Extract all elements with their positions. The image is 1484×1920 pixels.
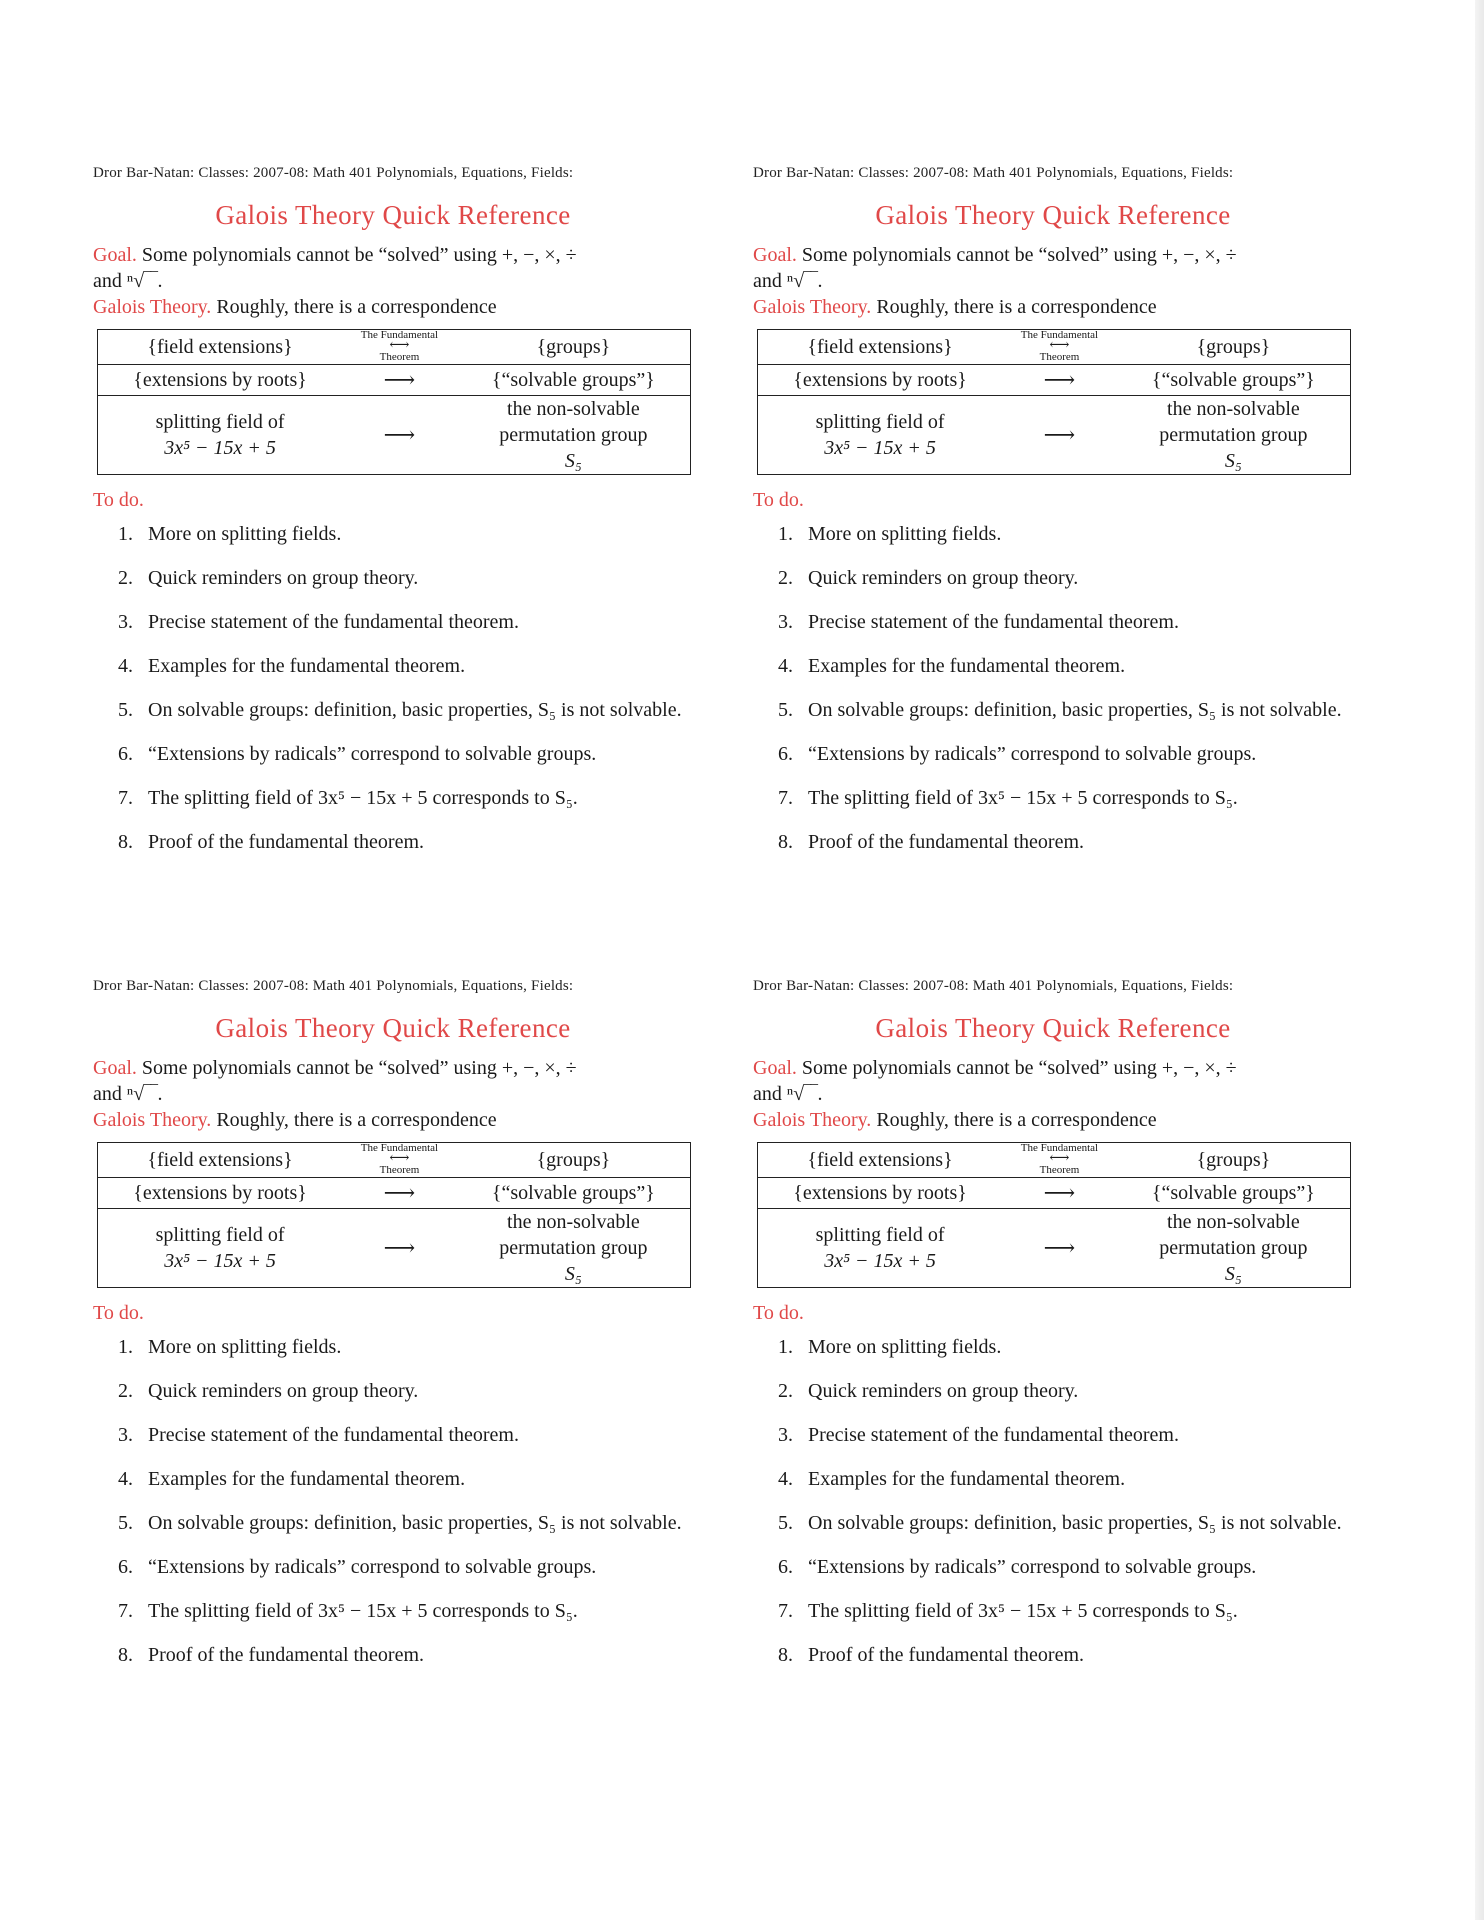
list-item: 1. More on splitting fields. [778,1336,1002,1358]
fundamental-theorem-arrow: The Fundamental ⟷ Theorem [360,329,439,363]
goal-text-cont: and [753,270,782,292]
list-item: 3. Precise statement of the fundamental theorem. [778,1424,1179,1446]
galois-label: Galois Theory. [93,1109,212,1131]
page-title: Galois Theory Quick Reference [875,1013,1231,1043]
cell-groups: {groups} [1196,336,1271,358]
galois-label: Galois Theory. [753,1109,872,1131]
page-header: Dror Bar-Natan: Classes: 2007-08: Math 401 Polynomials, Equations, Fields: [93,978,574,994]
cell-solvable-groups: {“solvable groups”} [1117,365,1351,396]
page-title: Galois Theory Quick Reference [875,200,1231,230]
goal-text: Some polynomials cannot be “solved” using +, −, ×, ÷ [141,1057,577,1079]
cell-extensions-by-roots: {extensions by roots} [98,365,343,396]
todo-label: To do. [93,489,144,511]
cell-groups: {groups} [536,1149,611,1171]
arrow-icon: ⟶ [342,365,457,396]
list-item: 5. On solvable groups: definition, basic properties, S₅ is not solvable. [118,1512,682,1534]
todo-label: To do. [93,1302,144,1324]
goal-text-cont: and [753,1083,782,1105]
galois-label: Galois Theory. [753,296,872,318]
reference-card-top-left [93,162,693,873]
galois-paragraph [753,294,1353,320]
goal-text-cont: and [93,1083,122,1105]
list-item: 4. Examples for the fundamental theorem. [118,655,466,677]
cell-permutation-group: the non-solvable permutation group S₅ [499,1211,648,1285]
cell-permutation-group: the non-solvable permutation group S₅ [1159,1211,1308,1285]
list-item: 5. On solvable groups: definition, basic properties, S₅ is not solvable. [118,699,682,721]
correspondence-table [97,1142,691,1288]
page-header: Dror Bar-Natan: Classes: 2007-08: Math 401 Polynomials, Equations, Fields: [753,978,1234,994]
cell-field-extensions: {field extensions} [807,1149,953,1171]
arrow-icon: ⟶ [1002,1178,1117,1209]
cell-splitting-field: splitting field of 3x⁵ − 15x + 5 [815,411,945,459]
goal-label: Goal. [753,1057,797,1079]
cell-splitting-field: splitting field of 3x⁵ − 15x + 5 [815,1224,945,1272]
cell-field-extensions: {field extensions} [147,1149,293,1171]
todo-list [93,1334,693,1669]
arrow-icon: ⟶ [1043,422,1076,447]
nth-root-icon: ⁿ√‾‾. [126,1083,163,1105]
goal-text: Some polynomials cannot be “solved” using +, −, ×, ÷ [801,1057,1237,1079]
list-item: 6. “Extensions by radicals” correspond to solvable groups. [778,743,1257,765]
todo-list [93,521,693,856]
goal-label: Goal. [93,244,137,266]
arrow-icon: ⟶ [383,422,416,447]
todo-list [753,1334,1353,1669]
reference-card-bottom-left [93,975,693,1686]
list-item: 2. Quick reminders on group theory. [778,1380,1079,1402]
galois-label: Galois Theory. [93,296,212,318]
list-item: 3. Precise statement of the fundamental theorem. [118,1424,519,1446]
list-item: 1. More on splitting fields. [778,523,1002,545]
todo-label: To do. [753,1302,804,1324]
galois-text: Roughly, there is a correspondence [216,1109,497,1131]
cell-field-extensions: {field extensions} [807,336,953,358]
nth-root-icon: ⁿ√‾‾. [786,1083,823,1105]
list-item: 2. Quick reminders on group theory. [778,567,1079,589]
goal-label: Goal. [753,244,797,266]
fundamental-theorem-arrow: The Fundamental ⟷ Theorem [360,1142,439,1176]
todo-list [753,521,1353,856]
galois-text: Roughly, there is a correspondence [876,296,1157,318]
cell-splitting-field: splitting field of 3x⁵ − 15x + 5 [155,411,285,459]
fundamental-theorem-arrow: The Fundamental ⟷ Theorem [1020,1142,1099,1176]
list-item: 1. More on splitting fields. [118,1336,342,1358]
galois-text: Roughly, there is a correspondence [876,1109,1157,1131]
galois-paragraph [753,1107,1353,1133]
cell-groups: {groups} [536,336,611,358]
correspondence-table [757,1142,1351,1288]
list-item: 4. Examples for the fundamental theorem. [778,655,1126,677]
page-header: Dror Bar-Natan: Classes: 2007-08: Math 401 Polynomials, Equations, Fields: [93,165,574,181]
goal-paragraph [753,1055,1353,1107]
cell-extensions-by-roots: {extensions by roots} [758,1178,1003,1209]
galois-text: Roughly, there is a correspondence [216,296,497,318]
goal-text-cont: and [93,270,122,292]
list-item: 8. Proof of the fundamental theorem. [778,831,1085,853]
nth-root-icon: ⁿ√‾‾. [786,270,823,292]
reference-card-bottom-right [753,975,1353,1686]
cell-extensions-by-roots: {extensions by roots} [98,1178,343,1209]
goal-text: Some polynomials cannot be “solved” using +, −, ×, ÷ [141,244,577,266]
list-item: 3. Precise statement of the fundamental theorem. [118,611,519,633]
goal-paragraph [93,1055,693,1107]
list-item: 8. Proof of the fundamental theorem. [118,831,425,853]
list-item: 2. Quick reminders on group theory. [118,567,419,589]
fundamental-theorem-arrow: The Fundamental ⟷ Theorem [1020,329,1099,363]
cell-permutation-group: the non-solvable permutation group S₅ [499,398,648,472]
goal-paragraph [753,242,1353,294]
cell-solvable-groups: {“solvable groups”} [457,365,691,396]
list-item: 8. Proof of the fundamental theorem. [118,1644,425,1666]
list-item: 4. Examples for the fundamental theorem. [778,1468,1126,1490]
list-item: 6. “Extensions by radicals” correspond to solvable groups. [118,1556,597,1578]
galois-paragraph [93,294,693,320]
galois-paragraph [93,1107,693,1133]
list-item: 7. The splitting field of 3x⁵ − 15x + 5 corresponds to S₅. [778,1600,1238,1622]
list-item: 6. “Extensions by radicals” correspond to solvable groups. [118,743,597,765]
list-item: 1. More on splitting fields. [118,523,342,545]
cell-splitting-field: splitting field of 3x⁵ − 15x + 5 [155,1224,285,1272]
todo-label: To do. [753,489,804,511]
goal-text: Some polynomials cannot be “solved” using +, −, ×, ÷ [801,244,1237,266]
cell-solvable-groups: {“solvable groups”} [1117,1178,1351,1209]
page-header: Dror Bar-Natan: Classes: 2007-08: Math 401 Polynomials, Equations, Fields: [753,165,1234,181]
page-title: Galois Theory Quick Reference [215,200,571,230]
list-item: 7. The splitting field of 3x⁵ − 15x + 5 corresponds to S₅. [118,787,578,809]
list-item: 4. Examples for the fundamental theorem. [118,1468,466,1490]
list-item: 6. “Extensions by radicals” correspond to solvable groups. [778,1556,1257,1578]
arrow-icon: ⟶ [1043,1235,1076,1260]
cell-extensions-by-roots: {extensions by roots} [758,365,1003,396]
arrow-icon: ⟶ [342,1178,457,1209]
nth-root-icon: ⁿ√‾‾. [126,270,163,292]
page-edge [1475,0,1484,1920]
list-item: 7. The splitting field of 3x⁵ − 15x + 5 corresponds to S₅. [118,1600,578,1622]
arrow-icon: ⟶ [383,1235,416,1260]
list-item: 8. Proof of the fundamental theorem. [778,1644,1085,1666]
list-item: 2. Quick reminders on group theory. [118,1380,419,1402]
list-item: 5. On solvable groups: definition, basic properties, S₅ is not solvable. [778,1512,1342,1534]
cell-groups: {groups} [1196,1149,1271,1171]
list-item: 7. The splitting field of 3x⁵ − 15x + 5 corresponds to S₅. [778,787,1238,809]
page-title: Galois Theory Quick Reference [215,1013,571,1043]
arrow-icon: ⟶ [1002,365,1117,396]
reference-card-top-right [753,162,1353,873]
cell-permutation-group: the non-solvable permutation group S₅ [1159,398,1308,472]
goal-paragraph [93,242,693,294]
correspondence-table [97,329,691,475]
goal-label: Goal. [93,1057,137,1079]
cell-solvable-groups: {“solvable groups”} [457,1178,691,1209]
correspondence-table [757,329,1351,475]
list-item: 5. On solvable groups: definition, basic properties, S₅ is not solvable. [778,699,1342,721]
cell-field-extensions: {field extensions} [147,336,293,358]
list-item: 3. Precise statement of the fundamental theorem. [778,611,1179,633]
